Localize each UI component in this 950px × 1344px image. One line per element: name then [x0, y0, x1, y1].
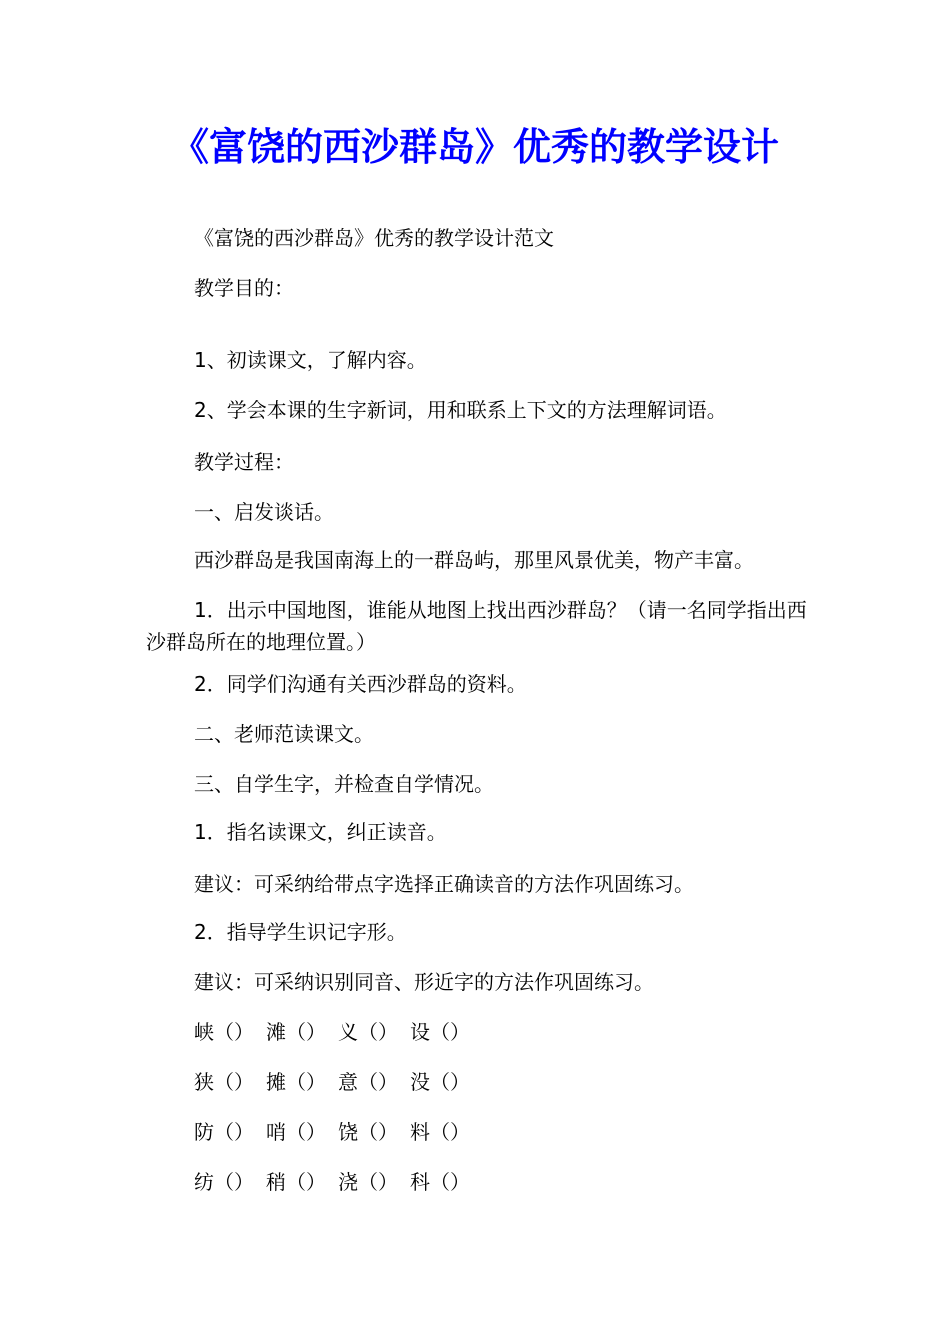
exercise-cell: 料（） — [410, 1120, 470, 1144]
goal-item-2: 2、学会本课的生字新词，用和联系上下文的方法理解词语。 — [194, 398, 727, 422]
exercise-cell: 科（） — [410, 1170, 470, 1194]
exercise-cell: 没（） — [410, 1070, 470, 1094]
document-title: 《富饶的西沙群岛》优秀的教学设计 — [170, 125, 779, 169]
exercise-cell: 浇（） — [338, 1170, 398, 1194]
exercise-cell: 设（） — [410, 1020, 470, 1044]
step-1-heading: 一、启发谈话。 — [194, 500, 334, 524]
exercise-cell: 意（） — [338, 1070, 398, 1094]
exercise-cell: 滩（） — [266, 1020, 326, 1044]
step-1-text: 西沙群岛是我国南海上的一群岛屿，那里风景优美，物产丰富。 — [194, 548, 754, 572]
step-1-item-2: 2．同学们沟通有关西沙群岛的资料。 — [194, 672, 527, 696]
exercise-row-3 — [194, 1120, 482, 1144]
goal-item-1: 1、初读课文，了解内容。 — [194, 348, 427, 372]
step-2-heading: 二、老师范读课文。 — [194, 722, 374, 746]
step-3-item-2: 2．指导学生识记字形。 — [194, 920, 407, 944]
suggestion-1: 建议：可采纳给带点字选择正确读音的方法作巩固练习。 — [194, 872, 694, 896]
exercise-row-1 — [194, 1020, 482, 1044]
suggestion-2: 建议：可采纳识别同音、形近字的方法作巩固练习。 — [194, 970, 654, 994]
exercise-cell: 纺（） — [194, 1170, 254, 1194]
step-3-item-1: 1．指名读课文，纠正读音。 — [194, 820, 447, 844]
exercise-cell: 饶（） — [338, 1120, 398, 1144]
step-3-heading: 三、自学生字，并检查自学情况。 — [194, 772, 494, 796]
goals-heading: 教学目的： — [194, 276, 294, 300]
process-heading: 教学过程： — [194, 450, 294, 474]
exercise-cell: 峡（） — [194, 1020, 254, 1044]
exercise-cell: 摊（） — [266, 1070, 326, 1094]
exercise-row-2 — [194, 1070, 482, 1094]
exercise-cell: 狭（） — [194, 1070, 254, 1094]
exercise-cell: 防（） — [194, 1120, 254, 1144]
exercise-cell: 义（） — [338, 1020, 398, 1044]
exercise-cell: 稍（） — [266, 1170, 326, 1194]
exercise-row-4 — [194, 1170, 482, 1194]
document-subtitle: 《富饶的西沙群岛》优秀的教学设计范文 — [194, 226, 554, 250]
step-1-item-1: 1．出示中国地图，谁能从地图上找出西沙群岛？（请一名同学指出西沙群岛所在的地理位置。） — [146, 598, 807, 654]
exercise-cell: 哨（） — [266, 1120, 326, 1144]
